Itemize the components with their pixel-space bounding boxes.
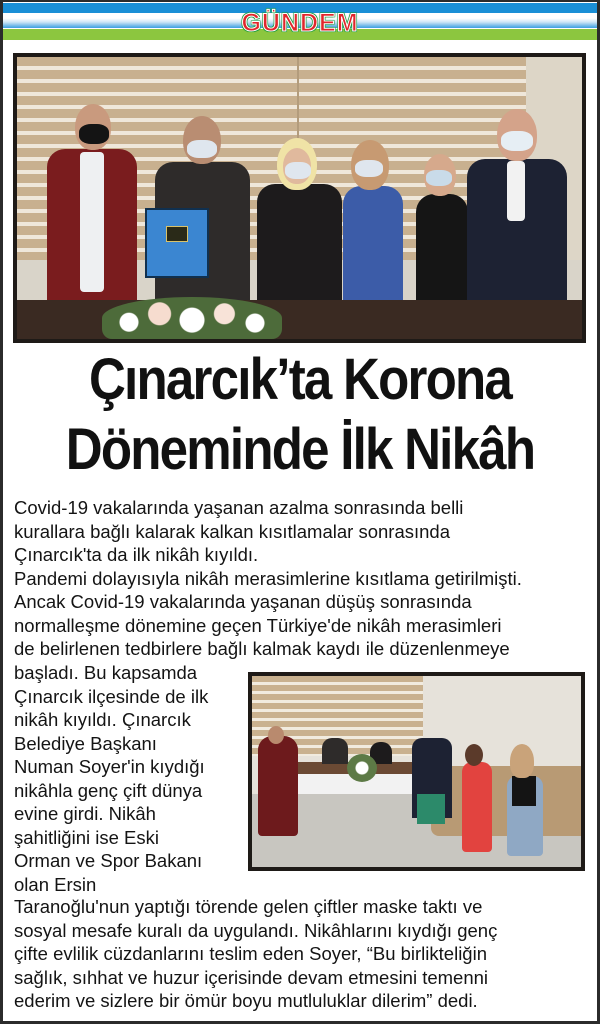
body-line: evine girdi. Nikâh	[14, 803, 156, 824]
body-line: Belediye Başkanı	[14, 732, 157, 754]
head	[268, 726, 284, 744]
official-seated	[258, 736, 298, 836]
body-line: Orman ve Spor Bakanı	[14, 850, 203, 871]
sofa	[431, 766, 581, 836]
head	[510, 744, 534, 778]
body-line: sosyal mesafe kuralı da uygulandı. Nikâhlarını kıydığı genç	[14, 919, 498, 941]
woman-red	[462, 762, 492, 852]
main-photo	[13, 53, 586, 343]
flowers	[347, 754, 377, 782]
article-body-side	[14, 661, 208, 896]
body-line: Taranoğlu'nun yaptığı törende gelen çiftler maske taktı ve	[14, 896, 483, 917]
body-line: sağlık, sıhhat ve huzur içerisinde devam etmesini temenni	[14, 966, 489, 988]
body-line: nikâhla genç çift dünya	[14, 779, 203, 801]
body-line: Ancak Covid-19 vakalarında yaşanan düşüş sonrasında	[14, 591, 472, 612]
guest	[322, 738, 348, 764]
headline	[10, 345, 590, 485]
body-line: şahitliğini ise Eski	[14, 826, 159, 848]
trousers	[417, 794, 445, 824]
article-body-bottom	[14, 895, 497, 1013]
body-line: Çınarcık'ta da ilk nikâh kıyıldı.	[14, 544, 259, 565]
body-line: Numan Soyer'in kıydığı	[14, 756, 205, 777]
body-line: kurallara bağlı kalarak kalkan kısıtlamalar sonrasında	[14, 520, 450, 542]
body-line: ederim ve sizlere bir ömür boyu mutluluklar dilerim” dedi.	[14, 990, 478, 1011]
body-line: çifte evlilik cüzdanlarını teslim eden Soyer, “Bu birlikteliğin	[14, 943, 487, 964]
body-line: Covid-19 vakalarında yaşanan azalma sonrasında belli	[14, 497, 464, 518]
head	[465, 744, 483, 766]
body-line: Çınarcık ilçesinde de ilk	[14, 685, 209, 707]
headline-line-1: Çınarcık’ta Korona	[88, 347, 512, 412]
body-line: normalleşme dönemine geçen Türkiye'de nikâh merasimleri	[14, 614, 502, 636]
flower-arrangement	[102, 297, 282, 339]
top	[512, 776, 536, 806]
body-line: de belirlenen tedbirlere bağlı kalmak kaydı ile düzenlenmeye	[14, 638, 510, 659]
body-line: başladı. Bu kapsamda	[14, 662, 198, 683]
headline-line-2: Döneminde İlk Nikâh	[65, 417, 535, 482]
body-line: Pandemi dolayısıyla nikâh merasimlerine kısıtlama getirilmişti.	[14, 567, 522, 589]
secondary-photo	[248, 672, 585, 871]
section-title: GÜNDEM	[241, 9, 359, 37]
article-body-top	[14, 496, 522, 661]
body-line: nikâh kıyıldı. Çınarcık	[14, 709, 191, 730]
gift-plaque	[145, 208, 209, 278]
body-line: olan Ersin	[14, 873, 97, 895]
